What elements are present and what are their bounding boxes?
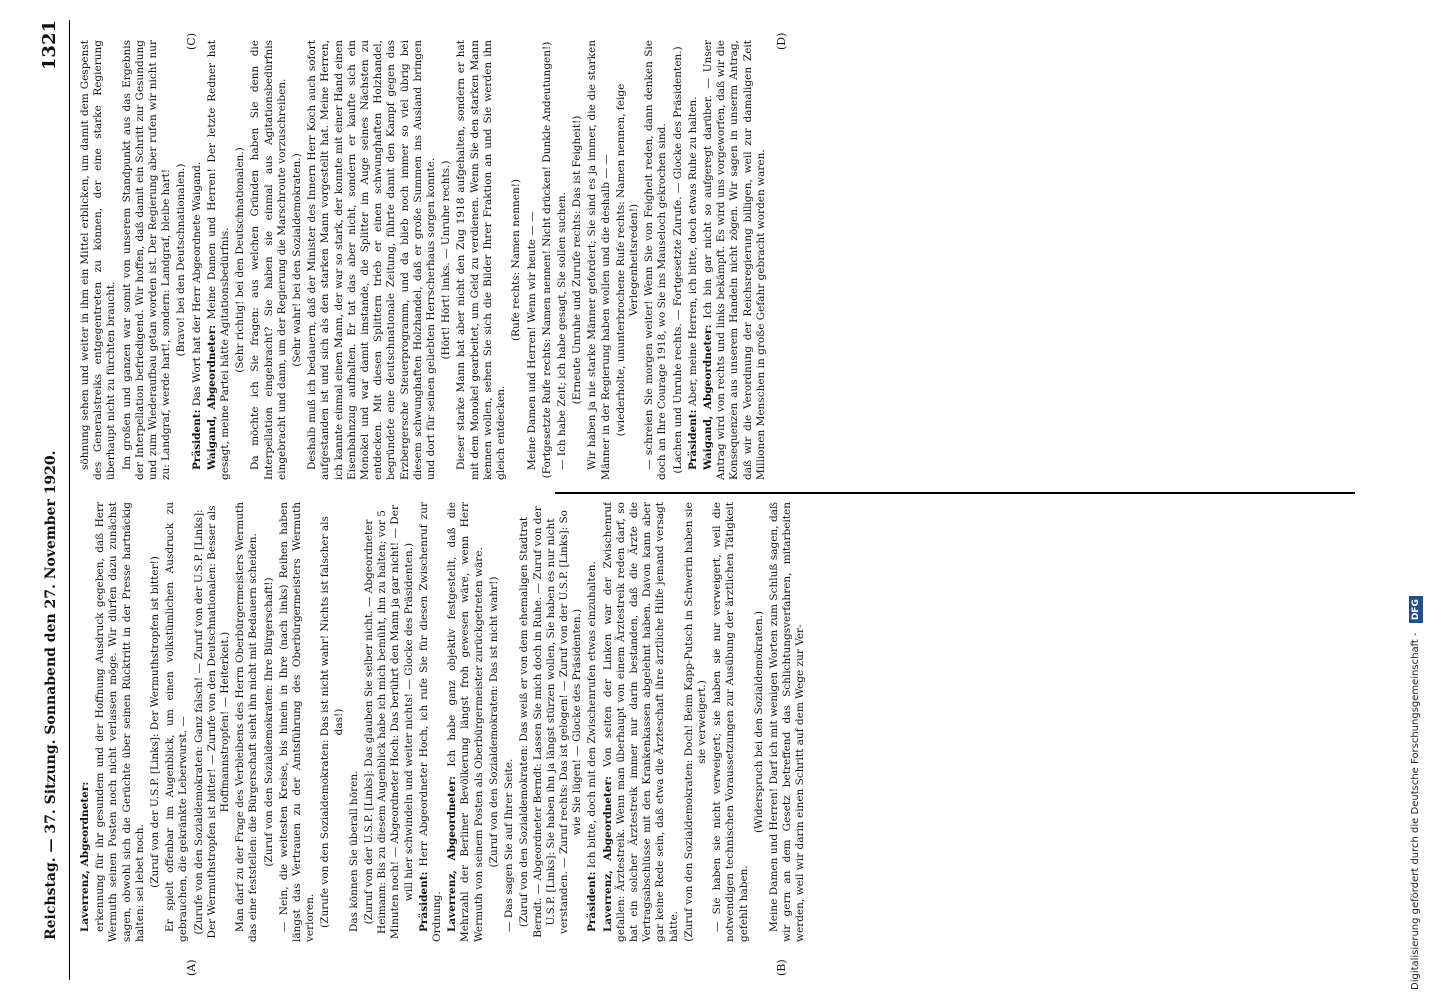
paragraph: — Ich habe Zeit; ich habe gesagt, Sie sollen suchen. xyxy=(555,191,568,470)
digitization-note-text: Digitalisierung gefördert durch die Deutsche Forschungsgemeinschaft - xyxy=(1410,632,1421,990)
paragraph: (Zuruf von den Sozialdemokraten: Das weiß er von dem ehemaligen Stadtrat Berndt. — Abgeordneter Berndt: Lassen Sie mich doch in Ruhe. — Zuruf von der U.S.P. [Links]: Sie haben ihn ja längst stürzen wollen, Sie haben es nur nicht verstanden. — Zuruf rechts: Das ist gelogen! — Zuruf von der U.S.P. [Links]: So wie Sie lügen! — Glocke des Präsidenten.) xyxy=(518,506,584,938)
paragraph: — schreien Sie morgen weiter! Wenn Sie von Feigheit reden, dann denken Sie doch an Ihre Courage 1918, wo Sie ins Mauseloch gekrochen sind. xyxy=(643,40,669,480)
speaker-name: Laverrenz, Abgeordneter: xyxy=(79,781,91,932)
paragraph: (Sehr wahr! bei den Sozialdemokraten.) xyxy=(291,153,304,367)
paragraph: Präsident: Das Wort hat der Herr Abgeordnete Waigand. xyxy=(190,161,203,470)
paragraph: Im großen und ganzen war somit von unserem Standpunkt aus das Ergebnis der Interpellation befriedigend. Wir hoffen, daß damit ein Schritt zur Gesundung und zum Wiederaufbau getan worden ist. Der Regierung aber rufen wir nicht nur zu: Landgraf, werde hart!, sondern: Landgraf, bleibe hart! xyxy=(120,40,173,480)
paragraph: (Sehr richtig! bei den Deutschnationalen.) xyxy=(234,147,247,373)
speaker-name: Waigand, Abgeordneter: xyxy=(701,324,714,470)
margin-marker-b: (B) xyxy=(775,959,788,976)
paragraph: — Sie haben sie nicht verweigert; sie haben sie nur verweigert, weil die notwendigen technischen Voraussetzungen zur Ausübung der ärztlichen Tätigkeit gefehlt haben. xyxy=(711,502,750,942)
paragraph: (Fortgesetzte Rufe rechts: Namen nennen! Nicht drücken! Dunkle Andeutungen!) xyxy=(540,41,553,479)
paragraph: — Das sagen Sie auf Ihrer Seite. xyxy=(503,758,516,932)
paragraph: Laverrenz, Abgeordneter: Ich habe ganz objektiv festgestellt, daß die Mehrzahl der Berliner Bevölkerung längst froh gewesen wäre, wenn Herr Wermuth von seinem Posten als Oberbürgermeister zurückgetreten wäre. xyxy=(446,502,485,942)
paragraph: (Hört! Hört! links. — Unruhe rechts.) xyxy=(440,160,453,360)
paragraph: (Widerspruch bei den Sozialdemokraten.) xyxy=(752,610,765,834)
paragraph: Präsident: Herr Abgeordneter Hoch, ich rufe Sie für diesen Zwischenruf zur Ordnung. xyxy=(417,502,444,942)
page-number: 1321 xyxy=(39,20,60,71)
paragraph: Man darf zu der Frage des Verbleibens des Herrn Oberbürgermeisters Wermuth das eine feststellen: die Bürgerschaft sieht ihn nicht mit Bedauern scheiden. xyxy=(234,502,260,942)
paragraph: Er spielt offenbar im Augenblick, um einen volkstümlichen Ausdruck zu gebrauchen, die gekränkte Leberwurst. — xyxy=(164,502,190,942)
margin-marker-d: (D) xyxy=(775,32,788,50)
header-title: Reichstag. — 37. Sitzung. Sonnabend den 27. November 1920. xyxy=(43,450,59,940)
speaker-name: Präsident: xyxy=(417,871,430,932)
paragraph: (Bravo! bei den Deutschnationalen.) xyxy=(175,163,188,357)
paragraph xyxy=(79,502,92,942)
paragraph: Laverrenz, Abgeordneter: Von seiten der Linken war der Zwischenruf gefallen: Ärztestreik. Wenn man überhaupt von einem Ärztestreik reden darf, so hat ein solcher Ärztestreik immer nur darin bestanden, daß die Ärzte die Vertragsabschlüsse mit den Krankenkassen abgelehnt haben. Davon kann aber gar keine Rede sein, daß etwa die Ärzteschaft ihre ärztliche Hilfe jemand versagt hätte. xyxy=(601,502,680,942)
speaker-name: Präsident: xyxy=(586,871,599,932)
speaker-name: Laverrenz, Abgeordneter: xyxy=(446,775,459,932)
paragraph: (Rufe rechts: Namen nennen!) xyxy=(510,178,523,342)
paragraph: (Zuruf von den Sozialdemokraten: Das ist nicht wahr!) xyxy=(487,576,500,868)
dfg-badge: DFG xyxy=(1409,596,1423,623)
right-column xyxy=(79,40,1379,480)
paragraph: (Zurufe von den Sozialdemokraten: Ganz falsch! — Zuruf von der U.S.P. [Links]: Der Wermuthstropfen ist bitter! — Zurufe von den Deutschnationalen: Besser als Hoffmannstropfen! — Heiterkeit.) xyxy=(192,505,232,939)
paragraph: (Zuruf von der U.S.P. [Links]: Das glauben Sie selber nicht. — Abgeordneter Heimann: Bis zu diesem Augenblick habe ich mich bemüht, ihn zu halten; vor 5 Minuten noch! — Abgeordneter Hoch: Das berührt den Mann ja gar nicht! — Der will hier schwindeln und weiter nichts! — Glocke des Präsidenten.) xyxy=(363,505,415,939)
digitization-note xyxy=(1405,10,1427,990)
paragraph: Präsident: Ich bitte, doch mit den Zwischenrufen etwas einzuhalten. xyxy=(586,561,599,932)
paragraph: Meine Damen und Herren! Darf ich mit wenigen Worten zum Schluß sagen, daß wir gern an dem Gesetz betreffend das Schlichtungsverfahren, mitarbeiten werden, weil wir darin einen Schritt auf dem Wege zur Ver- xyxy=(767,502,807,942)
rotated-sheet xyxy=(35,20,1395,980)
left-column xyxy=(79,502,1379,942)
paragraph: (Zuruf von den Sozialdemokraten: Ihre Bürgerschaft!) xyxy=(262,577,275,867)
margin-marker-a: (A) xyxy=(185,959,198,976)
paragraph: Präsident: Aber, meine Herren, ich bitte, doch etwas Ruhe zu halten. xyxy=(686,96,699,470)
speaker-name: Präsident: xyxy=(190,409,203,470)
paragraph: (Erneute Unruhe und Zurufe rechts: Das ist Feigheit!) xyxy=(571,115,584,405)
paragraph: — Nein, die weitesten Kreise, bis hinein in Ihre (nach links) Reihen haben längst das Vertrauen zu der Amtsführung des Oberbürgermeisters Wermuth verloren. xyxy=(277,502,317,942)
paragraph: erkennung für ihr gesundem und der Hoffnung Ausdruck gegeben, daß Herr Wermuth seinen Posten noch nicht verlassen möge. Wir dürfen dazu zunächst sagen, obwohl sich die Gerüchte über seinen Rücktritt in der Presse hartnäckig halten: sei lebet noch. xyxy=(94,502,146,942)
paragraph: (wiederholte, ununterbrochene Rufe rechts: Namen nennen, feige Verlegenheitsreden!) xyxy=(614,83,640,437)
paragraph: söhnung sehen und weiter in ihm ein Mittel erblicken, um damit dem Gespenst des Generalstreiks entgegentreten zu können, der eine starke Regierung überhaupt nicht zu fürchten braucht. xyxy=(79,40,118,480)
paragraph: Meine Damen und Herren! Wenn wir heute — — xyxy=(525,211,538,470)
paragraph: Waigand, Abgeordneter: Meine Damen und Herren! Der letzte Redner hat gesagt, meine Partei hätte Agitationsbedürfnis. xyxy=(205,40,232,480)
paragraph: Das können Sie überall hören. xyxy=(347,770,360,932)
paragraph: Deshalb muß ich bedauern, daß der Minister des Innern Herr Koch auch sofort aufgestanden ist und sich als den starken Mann vorgestellt hat. Meine Herren, ich kannte einmal einen Mann, der war so stark, der konnte mit einer Hand einen Eisenbahnzug aufhalten. Er tat das aber nicht, sondern er kaufte sich ein Monokel und war damit imstande, die Splitter im Auge seines Nächsten zu entdecken. Mit diesen Splittern trieb er einen schwunghaften Holzhandel, begründete eine deutschnationale Zeitung, führte damit den Kampf gegen das Erzbergersche Steuerprogramm, und da blieb noch immer so viel übrig bei diesem schwunghaften Holzhandel, daß er große Summen ins Ausland bringen und dort für seinen geliebten Herrscherhaus sorgen konnte. xyxy=(306,40,438,480)
paragraph: Waigand, Abgeordneter: Ich bin gar nicht so aufgeregt darüber. — Unser Antrag wird von rechts und links bekämpft. Es wird uns vorgeworfen, daß wir die Konsequenzen aus unserem Handeln nicht zögen. Wir sagen in unserm Antrag, daß wir die Verordnung der Reichsregierung billigen, weil zur damaligen Zeit Millionen Menschen in große Gefahr gebracht worden waren. xyxy=(701,40,767,480)
paragraph: Dieser starke Mann hat aber nicht den Zug 1918 aufgehalten, sondern er hat mit dem Monokel gearbeitet, um Geld zu verdienen. Wenn Sie den starken Mann kennen wollen, sehen Sie sich die Bilder Ihrer Fraktion an und Sie werden ihn gleich entdecken. xyxy=(455,40,508,480)
speaker-name: Laverrenz, Abgeordneter: xyxy=(601,776,614,932)
paragraph: (Zuruf von der U.S.P. [Links]: Der Wermuthstropfen ist bitter!) xyxy=(149,556,162,888)
speaker-name: Waigand, Abgeordneter: xyxy=(205,324,218,470)
paragraph: (Lachen und Unruhe rechts. — Fortgesetzte Zurufe. — Glocke des Präsidenten.) xyxy=(671,46,684,474)
column-divider xyxy=(555,493,1355,495)
speaker-name: Präsident: xyxy=(686,409,699,470)
paragraph: (Zurufe von den Sozialdemokraten: Das ist nicht wahr! Nichts ist falscher als das!) xyxy=(319,516,345,928)
paragraph: Da möchte ich Sie fragen: aus welchen Gründen haben Sie denn die Interpellation eingebracht? Sie haben sie einmal aus Agitationsbedürfnis eingebracht und dann, um der Regierung die Marschroute vorzuschreiben. xyxy=(249,40,288,480)
page-header xyxy=(35,20,70,980)
paragraph: (Zuruf von den Sozialdemokraten: Doch! Beim Kapp-Putsch in Schwerin haben sie sie verweigert.) xyxy=(682,502,708,942)
paragraph: Wir haben ja nie starke Männer gefordert; Sie sind es ja immer, die die starken Männer in der Regierung haben wollen und die deshalb — — xyxy=(586,40,612,480)
margin-marker-c: (C) xyxy=(185,33,198,50)
